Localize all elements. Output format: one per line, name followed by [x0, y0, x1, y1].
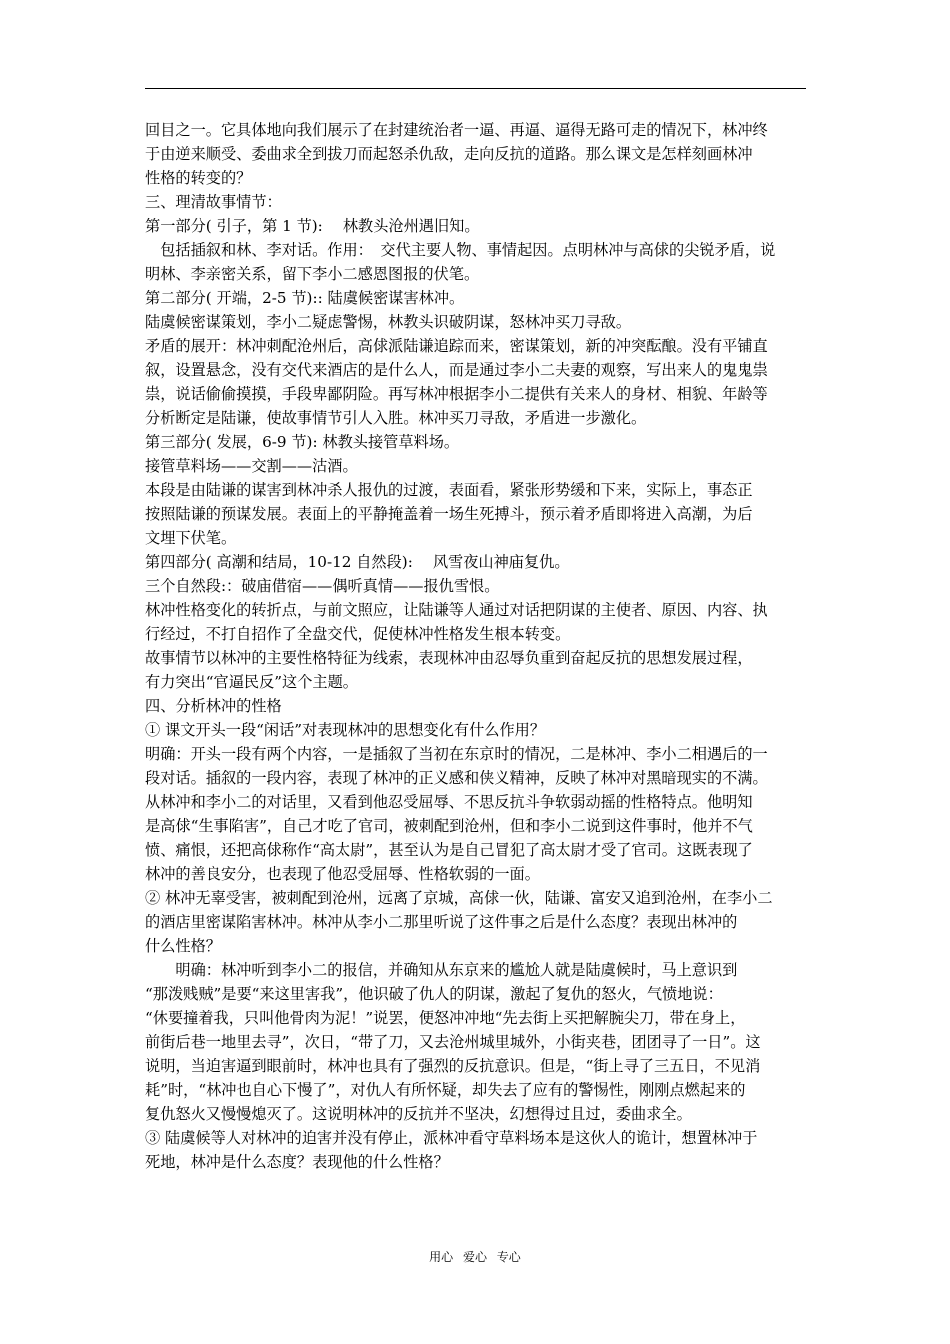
text-line: “那泼贱贼”是要“来这里害我”，他识破了仇人的阴谋，激起了复仇的怒火，气愤地说： — [145, 985, 723, 1003]
text-line: 包括插叙和林、李对话。作用： 交代主要人物、事情起因。点明林冲与高俅的尖锐矛盾，说 — [145, 241, 776, 259]
text-line: 于由逆来顺受、委曲求全到拔刀而起怒杀仇敌，走向反抗的道路。那么课文是怎样刻画林冲 — [145, 145, 753, 163]
text-line: 的酒店里密谋陷害林冲。林冲从李小二那里听说了这件事之后是什么态度？表现出林冲的 — [145, 913, 738, 931]
text-line: 四、分析林冲的性格 — [145, 697, 282, 715]
text-line: 死地，林冲是什么态度？表现他的什么性格？ — [145, 1153, 449, 1171]
text-line: 从林冲和李小二的对话里，又看到他忍受屈辱、不思反抗斗争软弱动摇的性格特点。他明知 — [145, 793, 753, 811]
text-line: 明确：开头一段有两个内容，一是插叙了当初在东京时的情况，二是林冲、李小二相遇后的一 — [145, 745, 768, 763]
text-line: 说明，当迫害逼到眼前时，林冲也具有了强烈的反抗意识。但是，“街上寻了三五日，不见消 — [145, 1057, 761, 1075]
header-rule — [145, 88, 806, 89]
text-line: 三个自然段:：破庙借宿——偶听真情——报仇雪恨。 — [145, 577, 500, 595]
text-line: 是高俅“生事陷害”，自己才吃了官司，被刺配到沧州，但和李小二说到这件事时，他并不气 — [145, 817, 753, 835]
text-line: 愤、痛恨，还把高俅称作“高太尉”，甚至认为是自己冒犯了高太尉才受了官司。这既表现了 — [145, 841, 753, 859]
text-line: 陆虞候密谋策划，李小二疑虑警惕，林教头识破阴谋，怒林冲买刀寻敌。 — [145, 313, 631, 331]
text-line: 分析断定是陆谦，使故事情节引人入胜。林冲买刀寻敌，矛盾进一步激化。 — [145, 409, 647, 427]
text-line: 复仇怒火又慢慢熄灭了。这说明林冲的反抗并不坚决，幻想得过且过，委曲求全。 — [145, 1105, 692, 1123]
page-footer: 用心 爱心 专心 — [429, 1250, 521, 1264]
text-line: 第二部分( 开端，2-5 节):: 陆虞候密谋害林冲。 — [145, 289, 465, 307]
text-line: 性格的转变的？ — [145, 169, 252, 187]
text-line: 叙，设置悬念，没有交代来酒店的是什么人，而是通过李小二夫妻的观察，写出来人的鬼鬼祟 — [145, 361, 768, 379]
text-line: 明确：林冲听到李小二的报信，并确知从东京来的尴尬人就是陆虞候时，马上意识到 — [145, 961, 738, 979]
text-line: 本段是由陆谦的谋害到林冲杀人报仇的过渡，表面看，紧张形势缓和下来，实际上，事态正 — [145, 481, 753, 499]
text-line: 什么性格？ — [145, 937, 221, 955]
text-line: 矛盾的展开：林冲刺配沧州后，高俅派陆谦追踪而来，密谋策划，新的冲突酝酿。没有平铺直 — [145, 337, 768, 355]
text-line: 第一部分( 引子，第 1 节): 林教头沧州遇旧知。 — [145, 217, 480, 235]
text-line: 耗”时，“林冲也自心下慢了”，对仇人有所怀疑，却失去了应有的警惕性，刚刚点燃起来的 — [145, 1081, 746, 1099]
text-line: 三、理清故事情节： — [145, 193, 282, 211]
text-line: ② 林冲无辜受害，被刺配到沧州，远离了京城，高俅一伙，陆谦、富安又追到沧州，在李小二 — [145, 889, 773, 907]
document-body — [145, 118, 809, 1174]
text-line: 第三部分( 发展，6-9 节): 林教头接管草料场。 — [145, 433, 460, 451]
text-line: 明林、李亲密关系，留下李小二感恩图报的伏笔。 — [145, 265, 480, 283]
text-line: ③ 陆虞候等人对林冲的迫害并没有停止，派林冲看守草料场本是这伙人的诡计，想置林冲于 — [145, 1129, 758, 1147]
text-line: 祟，说话偷偷摸摸，手段卑鄙阴险。再写林冲根据李小二提供有关来人的身材、相貌、年龄等 — [145, 385, 768, 403]
text-line: 第四部分( 高潮和结局，10-12 自然段): 风雪夜山神庙复仇。 — [145, 553, 570, 571]
text-line: 接管草料场——交割——沽酒。 — [145, 457, 358, 475]
text-line: “休要撞着我，只叫他骨肉为泥！”说罢，便怒冲冲地“先去街上买把解腕尖刀，带在身上， — [145, 1009, 746, 1027]
text-line: 前街后巷一地里去寻”，次日，“带了刀，又去沧州城里城外，小街夹巷，团团寻了一日”。这 — [145, 1033, 761, 1051]
text-line: ① 课文开头一段“闲话”对表现林冲的思想变化有什么作用？ — [145, 721, 546, 739]
text-line: 有力突出“官逼民反”这个主题。 — [145, 673, 358, 691]
text-line: 按照陆谦的预谋发展。表面上的平静掩盖着一场生死搏斗，预示着矛盾即将进入高潮，为后 — [145, 505, 753, 523]
text-line: 回目之一。它具体地向我们展示了在封建统治者一逼、再逼、逼得无路可走的情况下，林冲终 — [145, 121, 768, 139]
text-line: 段对话。插叙的一段内容，表现了林冲的正义感和侠义精神，反映了林冲对黑暗现实的不满。 — [145, 769, 768, 787]
text-line: 行经过，不打自招作了全盘交代，促使林冲性格发生根本转变。 — [145, 625, 571, 643]
text-line: 文埋下伏笔。 — [145, 529, 237, 547]
text-line: 林冲性格变化的转折点，与前文照应，让陆谦等人通过对话把阴谋的主使者、原因、内容、执 — [145, 601, 768, 619]
text-line: 故事情节以林冲的主要性格特征为线索，表现林冲由忍辱负重到奋起反抗的思想发展过程， — [145, 649, 753, 667]
text-line: 林冲的善良安分，也表现了他忍受屈辱、性格软弱的一面。 — [145, 865, 540, 883]
